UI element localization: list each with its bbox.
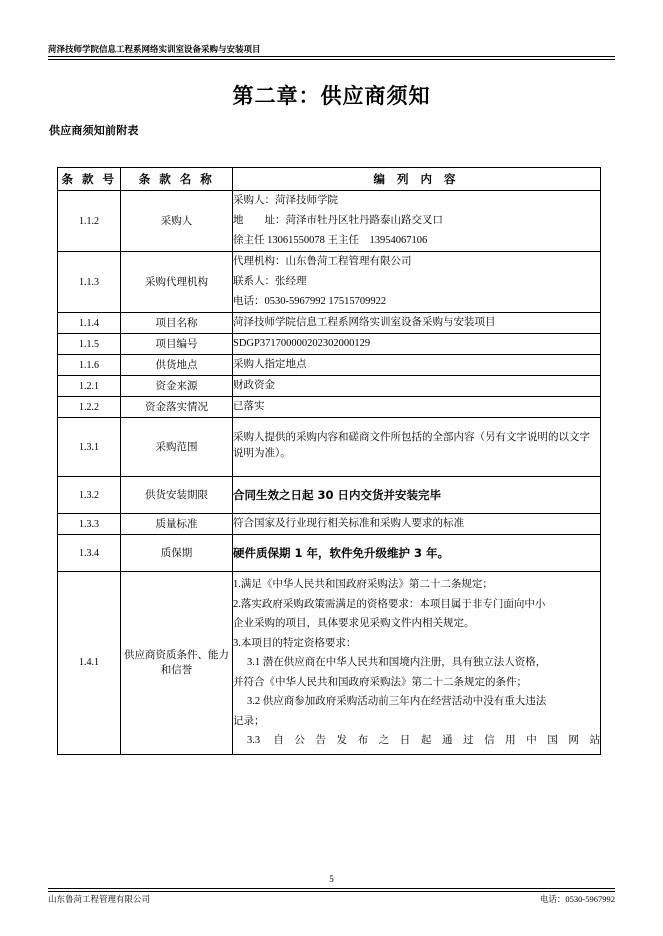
clause-content [233,397,601,418]
footer-divider-rule [48,888,615,892]
page-running-header [48,44,615,60]
section-subheading: 供应商须知前附表 [49,124,139,137]
clause-content [233,535,601,572]
qualification-list [233,575,600,751]
qualification-line: 记录； [233,715,265,727]
clause-no: 1.1.3 [58,252,121,313]
clause-no: 1.1.5 [58,334,121,355]
clause-content [233,572,601,755]
content-line: 财政资金 [233,380,275,391]
clause-name: 项目名称 [121,313,233,334]
table-row [58,355,601,376]
clause-no: 1.3.1 [58,418,121,477]
content-line: 已落实 [233,401,265,412]
clause-content [233,355,601,376]
clause-no: 1.1.4 [58,313,121,334]
clause-name: 采购代理机构 [121,252,233,313]
content-line: 联系人：张经理 [233,276,307,287]
table-row [58,252,601,313]
clause-content [233,313,601,334]
content-line: 地 址：菏泽市牡丹区牡丹路泰山路交叉口 [233,215,443,226]
clause-name: 供货安装期限 [121,477,233,514]
page-title: 第二章：供应商须知 [232,84,431,108]
running-header-text: 菏泽技师学院信息工程系网络实训室设备采购与安装项目 [48,44,261,54]
clause-name: 采购范围 [121,418,233,477]
clause-name: 质保期 [121,535,233,572]
clause-name: 质量标准 [121,514,233,535]
table-row [58,191,601,252]
qualification-line: 1.满足《中华人民共和国政府采购法》第二十二条规定； [233,579,493,590]
clause-name: 资金来源 [121,376,233,397]
content-line: 徐主任 13061550078 王主任 13954067106 [233,235,428,246]
table-row [58,572,601,755]
column-header-content: 编 列 内 容 [233,168,601,191]
table-row [58,477,601,514]
table-row [58,535,601,572]
clause-content [233,334,601,355]
clause-name [121,572,233,755]
clause-content [233,477,601,514]
table-row [58,376,601,397]
clause-name-text: 供应商资质条件、能力和信誉 [124,649,229,676]
clause-no: 1.2.2 [58,397,121,418]
clause-no: 1.3.3 [58,514,121,535]
content-line: 代理机构：山东鲁菏工程管理有限公司 [233,256,412,267]
page-footer [48,893,615,905]
table-row [58,334,601,355]
clause-content [233,514,601,535]
column-header-clause-no: 条 款 号 [58,168,121,191]
qualification-line: 3.3 自公告发布之日起通过信用中国网站 [247,735,600,746]
qualification-line: 企业采购的项目，具体要求见采购文件内相关规定。 [233,618,475,629]
table-row [58,313,601,334]
table-row [58,418,601,477]
footer-phone: 电话：0530-5967992 [539,894,615,904]
footer-company-name: 山东鲁菏工程管理有限公司 [48,894,151,904]
content-line: SDGP371700000202302000129 [233,338,371,349]
clause-content [233,191,601,252]
supplier-notice-table [57,167,601,755]
content-line: 电话：0530-5967992 17515709922 [233,296,387,307]
qualification-line: 3.2 供应商参加政府采购活动前三年内在经营活动中没有重大违法 [247,696,547,707]
qualification-line: 并符合《中华人民共和国政府采购法》第二十二条规定的条件； [233,676,527,688]
clause-no: 1.2.1 [58,376,121,397]
clause-name: 采购人 [121,191,233,252]
clause-name: 资金落实情况 [121,397,233,418]
content-line: 符合国家及行业现行相关标准和采购人要求的标准 [233,518,464,529]
content-line: 硬件质保期 1 年，软件免升级维护 3 年。 [233,546,450,560]
qualification-line: 3.1 潜在供应商在中华人民共和国境内注册，具有独立法人资格， [247,657,547,668]
content-line: 采购人：菏泽技师学院 [233,195,338,206]
clause-content [233,418,601,477]
qualification-line: 3.本项目的特定资格要求： [233,637,357,649]
clause-no: 1.3.2 [58,477,121,514]
qualification-line: 2.落实政府采购政策需满足的资格要求：本项目属于非专门面向中小 [233,598,546,610]
table-header-row [58,168,601,191]
header-divider-rule [48,56,615,60]
clause-no: 1.1.6 [58,355,121,376]
clause-content [233,252,601,313]
clause-name: 供货地点 [121,355,233,376]
content-line: 采购人指定地点 [233,359,307,370]
column-header-clause-name: 条 款 名 称 [121,168,233,191]
page-number: 5 [329,874,334,884]
table-body [58,191,601,755]
content-line: 合同生效之日起 30 日内交货并安装完毕 [233,488,442,502]
clause-no: 1.1.2 [58,191,121,252]
table-row [58,514,601,535]
clause-no: 1.3.4 [58,535,121,572]
content-paragraph: 采购人提供的采购内容和磋商文件所包括的全部内容（另有文字说明的以文字说明为准）。 [233,432,590,459]
clause-name: 项目编号 [121,334,233,355]
clause-no: 1.4.1 [58,572,121,755]
table-row [58,397,601,418]
content-line: 菏泽技师学院信息工程系网络实训室设备采购与安装项目 [233,317,496,328]
clause-content [233,376,601,397]
